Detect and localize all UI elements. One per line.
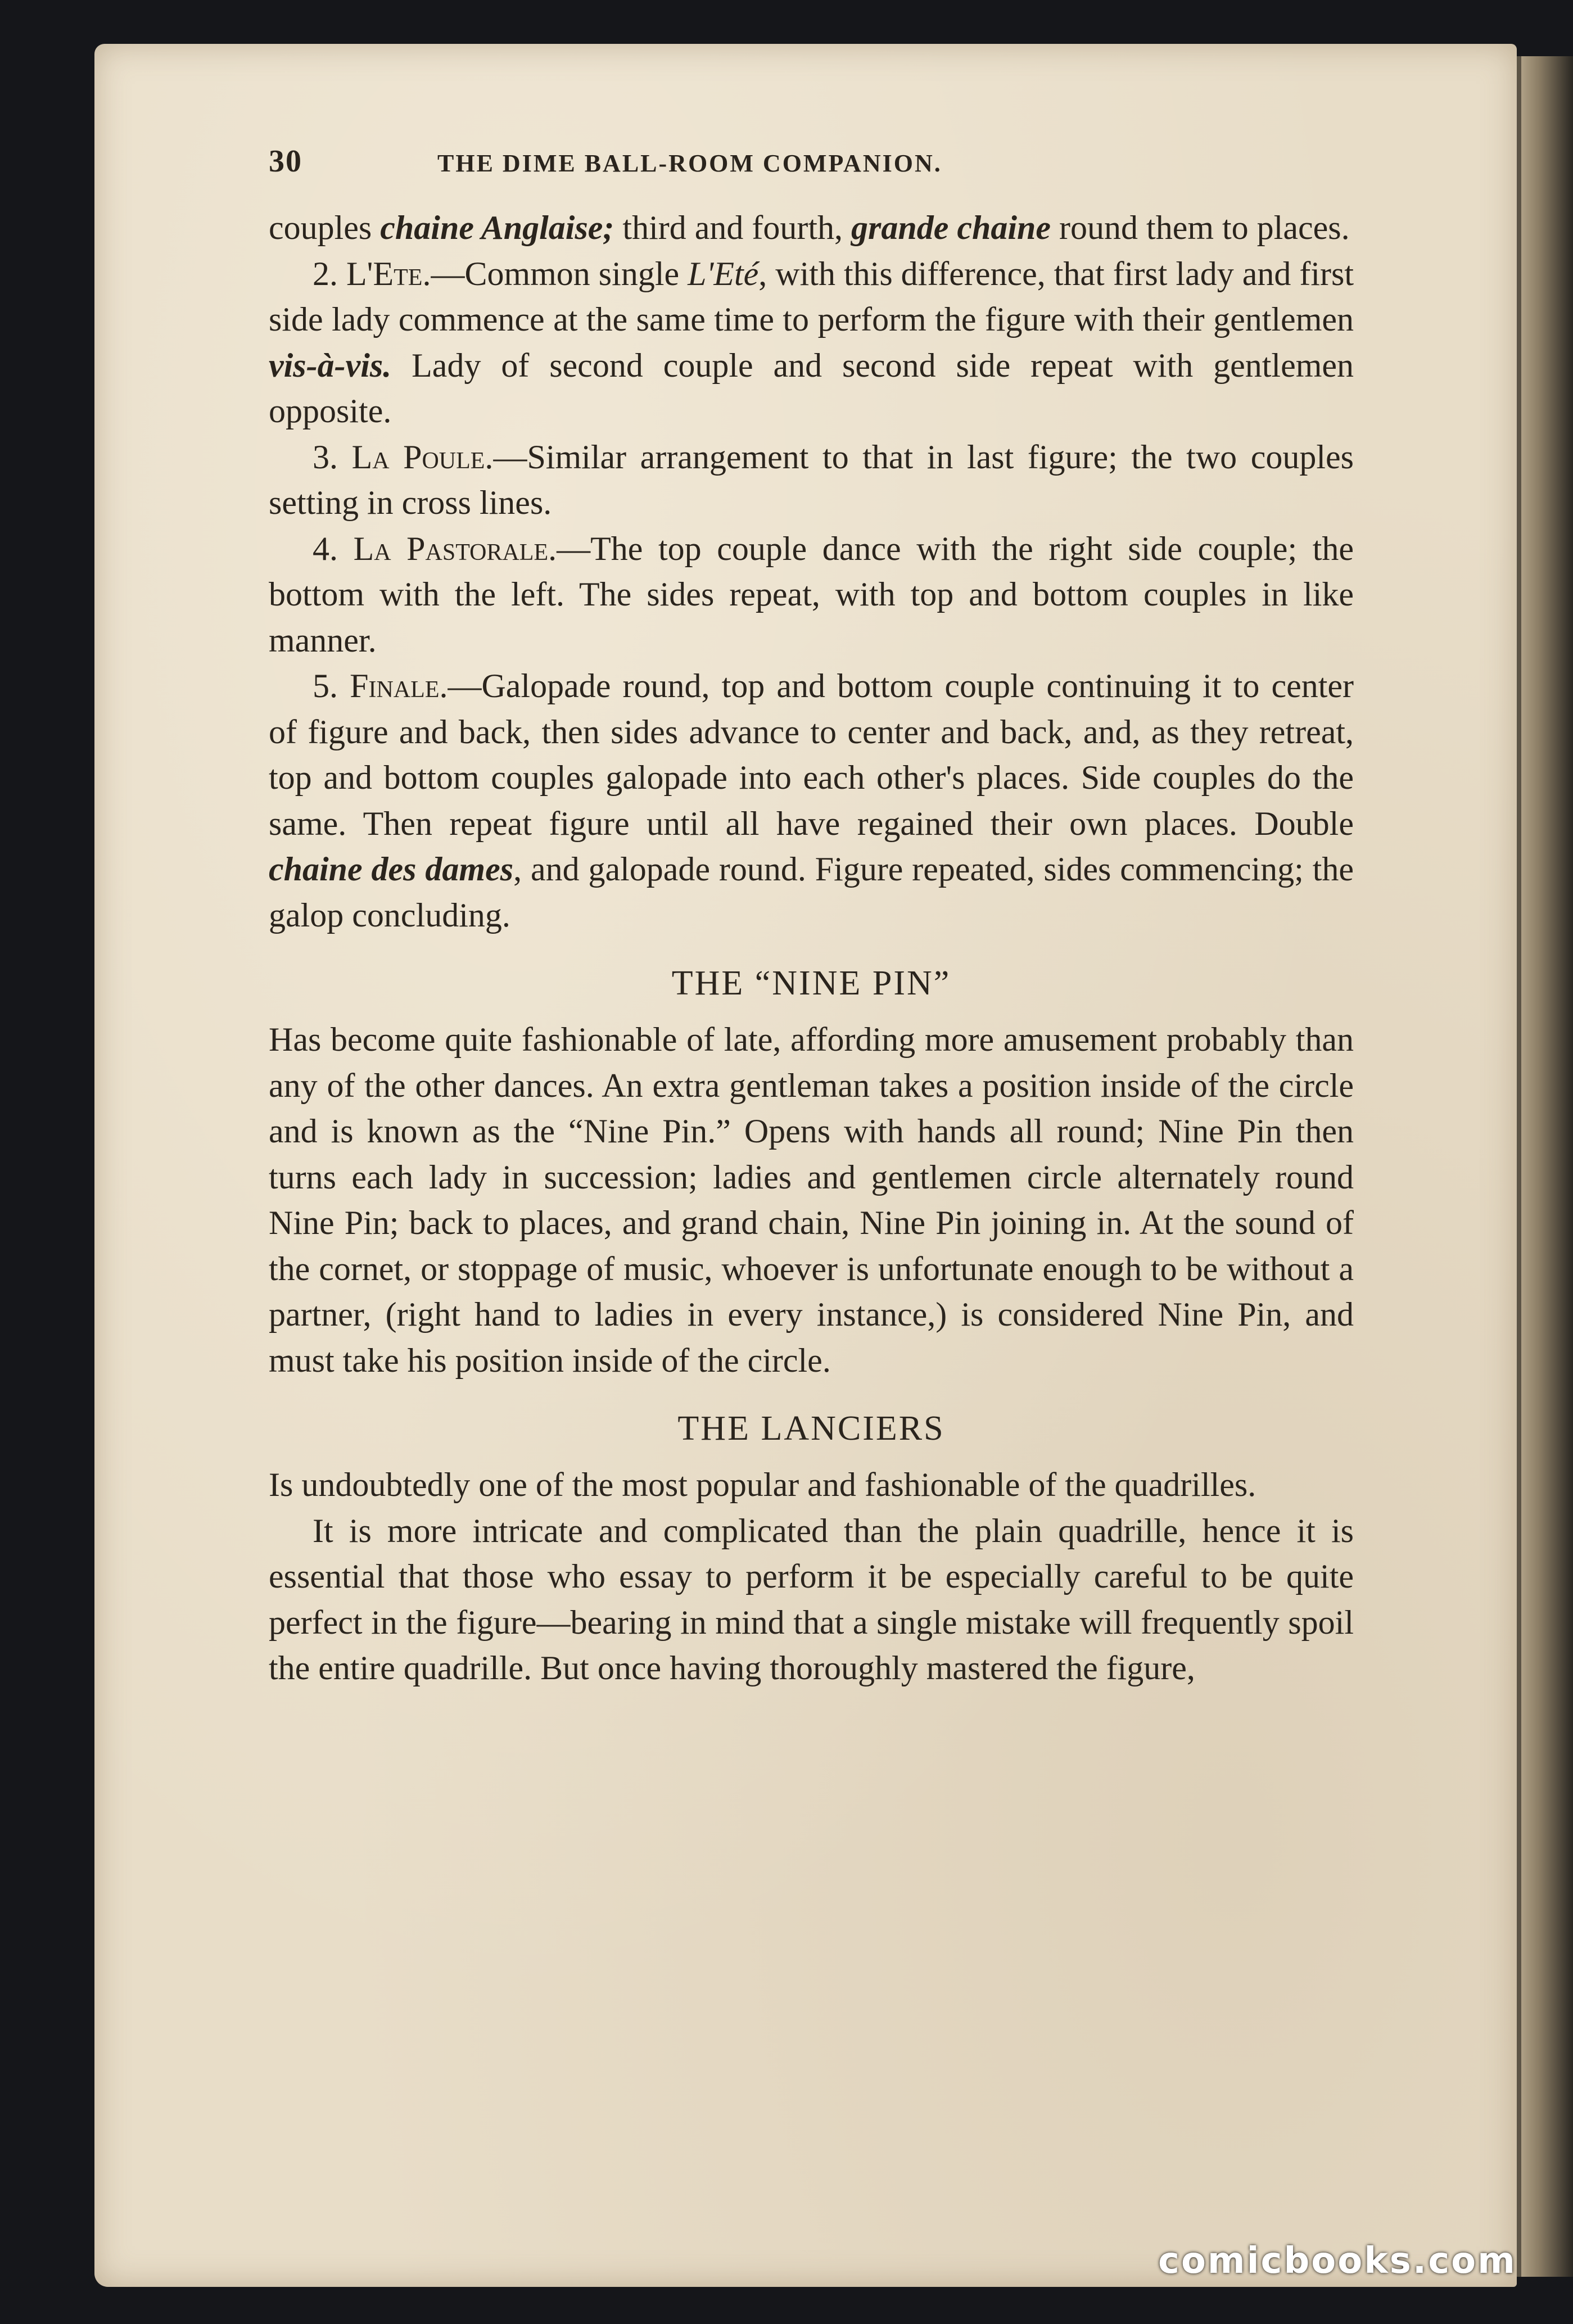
figure-number: 2. — [313, 255, 347, 292]
figure-number: 4. — [313, 530, 354, 567]
paragraph-finale — [269, 663, 1354, 938]
text-run: —Common single — [431, 255, 688, 292]
figure-number: 5. — [313, 667, 350, 704]
paragraph-la-poule — [269, 435, 1354, 526]
italic-term: chaine des dames — [269, 851, 514, 888]
running-header — [269, 143, 1354, 205]
text-run: —Similar arrangement to that in last figure; the two couples setting in cross lines. — [269, 438, 1354, 521]
watermark-text: comicbooks.com — [1158, 2240, 1517, 2282]
paragraph-lanciers-intro: Is undoubtedly one of the most popular and fashionable of the quadrilles. — [269, 1466, 1256, 1503]
paragraph-la-pastorale — [269, 526, 1354, 664]
paragraph-lanciers-detail: It is more intricate and complicated than the plain quadrille, hence it is essential that those who essay to perform it be especially careful to be quite perfect in the figure—bearing in mind that a single mistake will frequently spoil the entire quadrille. But once having thoroughly mastered the figure, — [269, 1512, 1354, 1687]
adjacent-page-edge — [1517, 56, 1573, 2277]
text-run: —The top couple dance with the right side couple; the bottom with the left. The sides repeat, with top and bottom couples in like manner. — [269, 530, 1354, 659]
paragraph-l-ete — [269, 251, 1354, 435]
page-gutter-shadow — [1517, 56, 1521, 2277]
text-run: round them to places. — [1051, 209, 1350, 246]
paragraph-continuation — [269, 205, 1354, 251]
section-heading-nine-pin: THE “NINE PIN” — [671, 964, 951, 1002]
italic-term: grande chaine — [851, 209, 1051, 246]
text-run: couples — [269, 209, 381, 246]
text-run: third and fourth, — [614, 209, 852, 246]
figure-number: 3. — [313, 438, 352, 476]
section-heading-lanciers: THE LANCIERS — [677, 1409, 945, 1448]
text-run: , and galopade round. Figure repeated, sides commencing; the galop concluding. — [269, 851, 1354, 934]
italic-term: L'Eté — [688, 255, 759, 292]
running-title: THE DIME BALL-ROOM COMPANION. — [437, 150, 942, 177]
figure-name: La Poule. — [351, 438, 494, 476]
page-text — [269, 143, 1354, 1692]
page-number: 30 — [269, 144, 302, 179]
figure-name: La Pastorale. — [353, 530, 557, 567]
paragraph-nine-pin: Has become quite fashionable of late, affording more amusement probably than any of the other dances. An extra gentleman takes a position inside of the circle and is known as the “Nine Pin.” Opens with hands all round; Nine Pin then turns each lady in succession; ladies and gentlemen circle alternately round Nine Pin; back to places, and grand chain, Nine Pin joining in. At the sound of the cornet, or stoppage of music, whoever is unfortunate enough to be without a partner, (right hand to ladies in every instance,) is considered Nine Pin, and must take his position inside of the circle. — [269, 1021, 1354, 1379]
figure-name: Finale. — [350, 667, 448, 704]
text-run: , with this difference, that first lady and first side lady commence at the same time to perform the figure with their gentlemen — [269, 255, 1354, 338]
italic-term: vis-à-vis. — [269, 346, 392, 384]
figure-name: L'Ete. — [346, 255, 431, 292]
text-run: Lady of second couple and second side repeat with gentlemen opposite. — [269, 346, 1354, 429]
italic-term: chaine Anglaise; — [380, 209, 614, 246]
text-run: —Galopade round, top and bottom couple continuing it to center of figure and back, then sides advance to center and back, and, as they retreat, top and bottom couples galopade into each other's places. Side couples do the same. Then repeat figure until all have regained their own places. Double — [269, 667, 1354, 842]
